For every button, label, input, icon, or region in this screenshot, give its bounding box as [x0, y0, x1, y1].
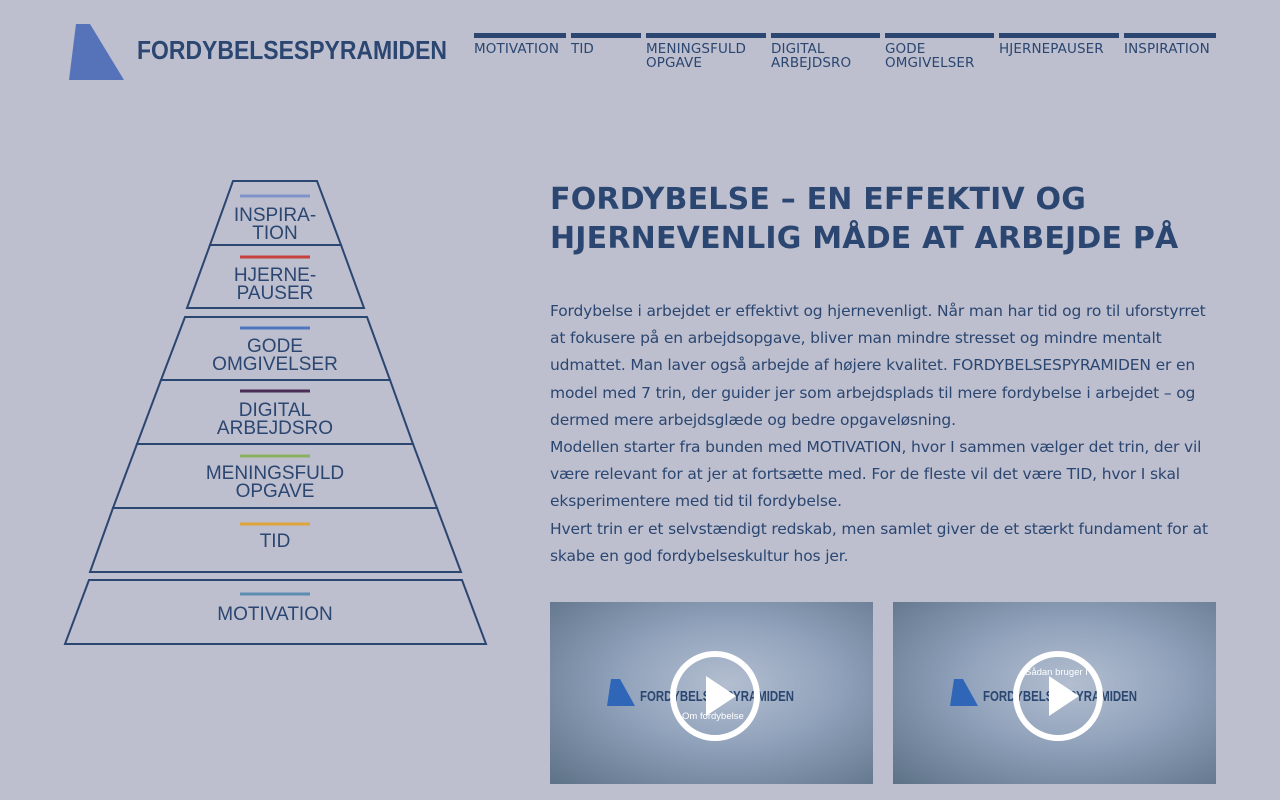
nav-meningsfuld-opgave[interactable]: MENINGSFULD OPGAVE	[646, 33, 766, 70]
tier-label-inspiration-1: INSPIRA-	[233, 205, 317, 226]
tier-label-tid: TID	[259, 531, 291, 552]
play-triangle-icon	[706, 676, 736, 716]
video-logo-triangle-icon	[950, 679, 978, 706]
page-title: FORDYBELSE – EN EFFEKTIV OG HJERNEVENLIG MÅDE AT ARBEJDE PÅ	[550, 182, 1179, 256]
play-icon[interactable]	[670, 651, 760, 741]
nav-inspiration[interactable]: INSPIRATION	[1124, 33, 1216, 70]
video-subtitle: Om fordybelse	[682, 711, 744, 722]
tier-label-motivation: MOTIVATION	[217, 604, 333, 625]
play-icon[interactable]	[1013, 651, 1103, 741]
video-player-saadan-bruger-i[interactable]	[893, 602, 1216, 784]
tier-label-meningsfuld-2: OPGAVE	[235, 481, 315, 502]
tier-label-digital-2: ARBEJDSRO	[216, 418, 334, 439]
nav-digital-arbejdsro[interactable]: DIGITAL ARBEJDSRO	[771, 33, 880, 70]
pyramid-model	[60, 176, 492, 652]
intro-paragraph-2: Modellen starter fra bunden med MOTIVATION, hvor I sammen vælger det trin, der vil være relevant for at jer at fortsætte med. For de fleste vil det være TID, hvor I skal eksperimentere med tid til fordybelse.	[550, 438, 1202, 511]
nav-tid[interactable]: TID	[571, 33, 641, 70]
tier-label-gode-2: OMGIVELSER	[212, 354, 338, 375]
main-nav	[474, 33, 1216, 70]
nav-gode-omgivelser[interactable]: GODE OMGIVELSER	[885, 33, 994, 70]
nav-motivation[interactable]: MOTIVATION	[474, 33, 566, 70]
tier-label-digital-1: DIGITAL	[238, 400, 312, 421]
site-logo[interactable]	[68, 22, 448, 82]
video-logo-text: FORDYBELSESPYRAMIDEN	[640, 688, 794, 705]
video-logo-text: FORDYBELSESPYRAMIDEN	[983, 688, 1137, 705]
logo-triangle-icon	[69, 24, 124, 80]
intro-paragraph-1: Fordybelse i arbejdet er effektivt og hjernevenligt. Når man har tid og ro til uforstyrret at fokusere på en arbejdsopgave, bliver man mindre stresset og mindre mentalt udmattet. Man laver også arbejde af højere kvalitet. FORDYBELSESPYRAMIDEN er en model med 7 trin, der guider jer som arbejdsplads til mere fordybelse i arbejdet – og dermed mere arbejdsglæde og bedre opgaveløsning.	[550, 302, 1206, 429]
tier-label-meningsfuld-1: MENINGSFULD	[205, 463, 345, 484]
video-logo-triangle-icon	[607, 679, 635, 706]
video-player-om-fordybelse[interactable]	[550, 602, 873, 784]
intro-text	[550, 298, 1216, 570]
tier-label-gode-1: GODE	[247, 336, 303, 357]
nav-hjernepauser[interactable]: HJERNEPAUSER	[999, 33, 1119, 70]
play-triangle-icon	[1049, 676, 1079, 716]
tier-label-hjernepauser-1: HJERNE-	[233, 265, 317, 286]
video-subtitle: Sådan bruger I	[1025, 667, 1088, 678]
logo-text: FORDYBELSESPYRAMIDEN	[137, 37, 447, 65]
tier-label-hjernepauser-2: PAUSER	[236, 283, 314, 304]
tier-label-inspiration-2: TION	[252, 223, 298, 244]
intro-paragraph-3: Hvert trin er et selvstændigt redskab, men samlet giver de et stærkt fundament for at skabe en god fordybelseskultur hos jer.	[550, 519, 1208, 565]
